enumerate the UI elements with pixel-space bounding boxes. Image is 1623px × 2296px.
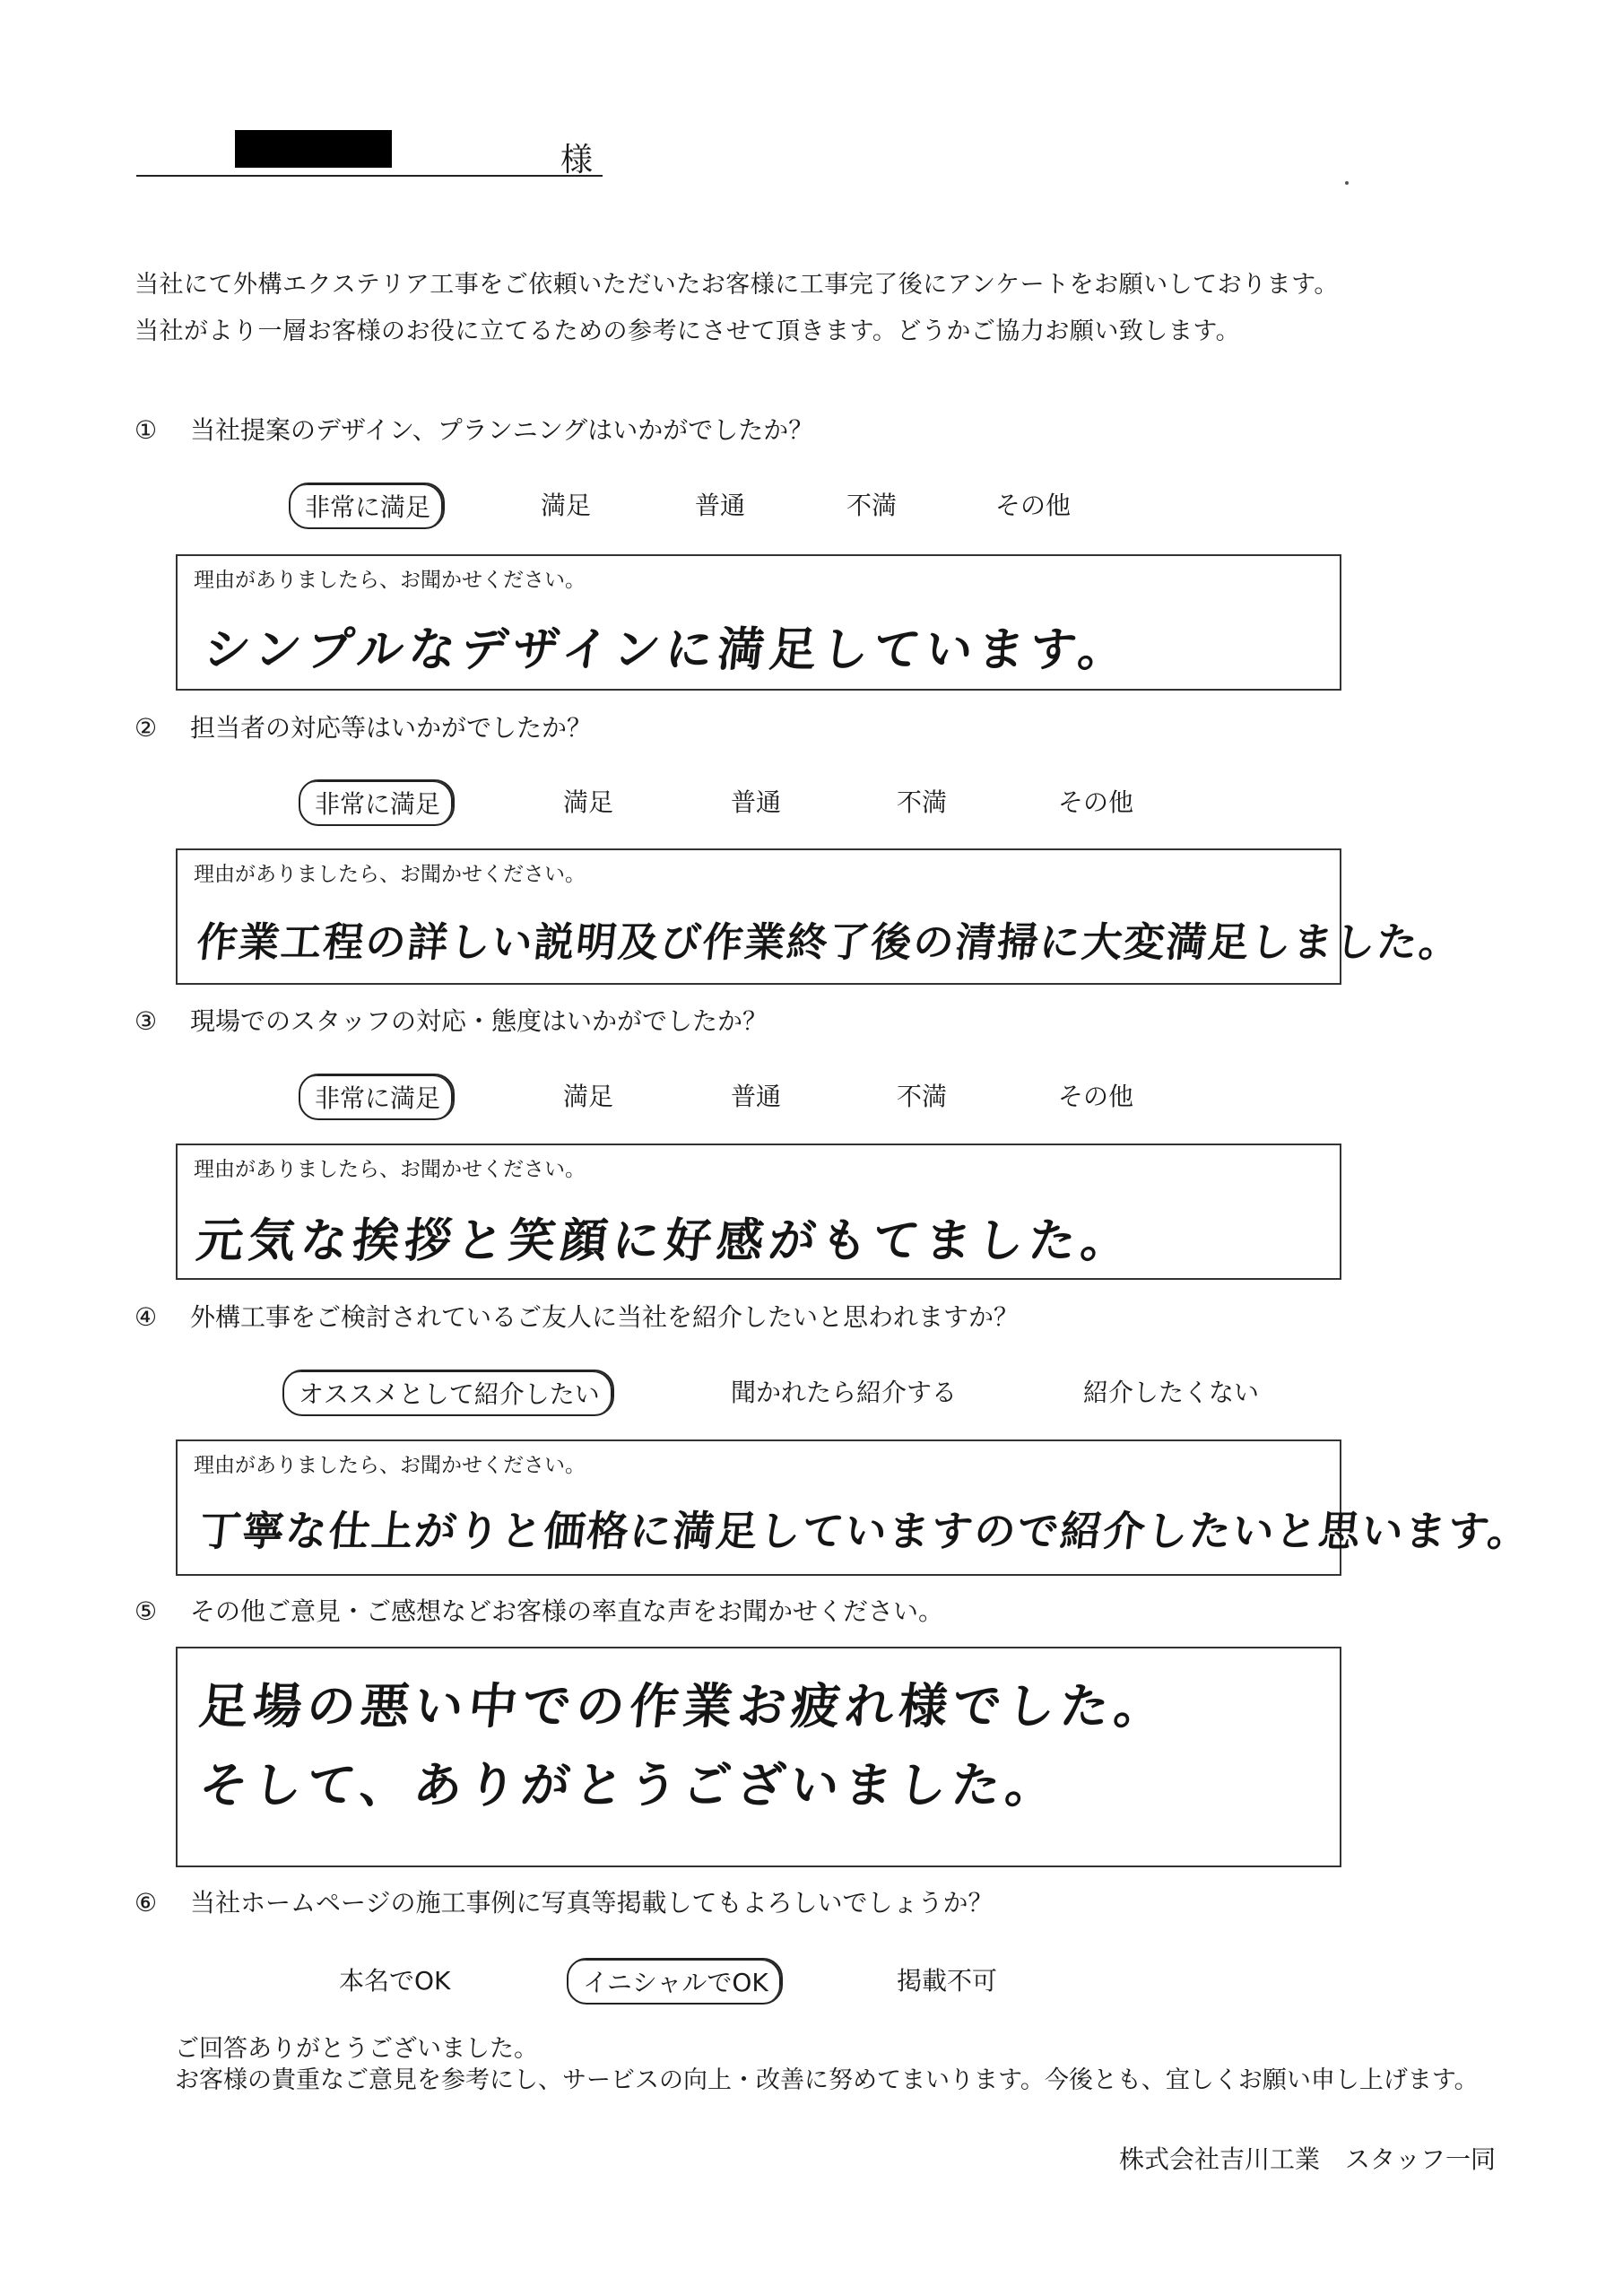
reason-label: 理由がありましたら、お聞かせください。 xyxy=(194,863,586,886)
reason-label: 理由がありましたら、お聞かせください。 xyxy=(194,569,586,592)
q6-option-no-publish[interactable]: 掲載不可 xyxy=(897,1966,998,1996)
question-text: 担当者の対応等はいかがでしたか？ xyxy=(190,713,593,743)
q1-reason-box[interactable] xyxy=(176,554,1341,691)
q3-handwritten-answer: 元気な挨拶と笑顔に好感がもてました。 xyxy=(194,1213,1136,1268)
question-number: ② xyxy=(135,713,158,743)
question-text: 現場でのスタッフの対応・態度はいかがでしたか？ xyxy=(190,1006,768,1036)
q6-option-real-name[interactable]: 本名でOK xyxy=(339,1966,451,1996)
q3-option-dissatisfied[interactable]: 不満 xyxy=(897,1082,948,1111)
q3-option-satisfied[interactable]: 満足 xyxy=(563,1082,614,1111)
redacted-customer-name xyxy=(235,130,392,168)
q3-reason-box[interactable] xyxy=(176,1144,1341,1280)
q1-option-very-satisfied[interactable]: 非常に満足 xyxy=(289,483,445,529)
name-underline xyxy=(136,175,603,177)
q1-option-other[interactable]: その他 xyxy=(995,491,1072,520)
intro-line-2: 当社がより一層お客様のお役に立てるための参考にさせて頂きます。どうかご協力お願い致します。 xyxy=(135,317,1241,345)
question-1 xyxy=(135,411,813,447)
q1-option-dissatisfied[interactable]: 不満 xyxy=(846,491,898,520)
question-text: その他ご意見・ご感想などお客様の率直な声をお聞かせください。 xyxy=(190,1596,944,1626)
question-2 xyxy=(135,709,592,744)
question-5 xyxy=(135,1592,943,1628)
company-signature: 株式会社吉川工業 スタッフ一同 xyxy=(1119,2144,1497,2174)
question-6 xyxy=(135,1883,993,1919)
q2-option-dissatisfied[interactable]: 不満 xyxy=(897,787,948,817)
closing-line-2: お客様の貴重なご意見を参考にし、サービスの向上・改善に努めてまいります。今後とも、宜しくお願い申し上げます。 xyxy=(175,2066,1479,2094)
q6-option-initials[interactable]: イニシャルでOK xyxy=(567,1958,783,2005)
q4-handwritten-answer: 丁寧な仕上がりと価格に満足していますので紹介したいと思います。 xyxy=(196,1507,1533,1555)
q4-option-not-recommend[interactable]: 紹介したくない xyxy=(1083,1378,1260,1407)
q2-handwritten-answer: 作業工程の詳しい説明及び作業終了後の清掃に大変満足しました。 xyxy=(194,918,1464,966)
q5-handwritten-line-2: そして、ありがとうございました。 xyxy=(196,1756,1063,1813)
question-number: ① xyxy=(135,415,158,445)
question-text: 当社提案のデザイン、プランニングはいかがでしたか？ xyxy=(190,415,814,445)
q5-comment-box[interactable] xyxy=(176,1647,1341,1867)
question-number: ④ xyxy=(135,1302,158,1332)
question-number: ⑥ xyxy=(135,1888,158,1918)
question-text: 外構工事をご検討されているご友人に当社を紹介したいと思われますか？ xyxy=(190,1302,1020,1332)
question-text: 当社ホームページの施工事例に写真等掲載してもよろしいでしょうか？ xyxy=(190,1888,994,1918)
q3-option-very-satisfied[interactable]: 非常に満足 xyxy=(299,1074,455,1120)
closing-line-1: ご回答ありがとうございました。 xyxy=(175,2035,538,2063)
intro-line-1: 当社にて外構エクステリア工事をご依頼いただいたお客様に工事完了後にアンケートをお願いしております。 xyxy=(135,271,1339,299)
q2-option-other[interactable]: その他 xyxy=(1058,787,1134,817)
reason-label: 理由がありましたら、お聞かせください。 xyxy=(194,1158,586,1181)
q4-reason-box[interactable] xyxy=(176,1439,1533,1576)
q2-option-satisfied[interactable]: 満足 xyxy=(563,787,614,817)
scan-dot xyxy=(1345,181,1349,185)
q1-option-satisfied[interactable]: 満足 xyxy=(541,491,592,520)
question-number: ③ xyxy=(135,1006,158,1036)
question-4 xyxy=(135,1298,1019,1334)
q2-option-normal[interactable]: 普通 xyxy=(731,787,782,817)
question-3 xyxy=(135,1002,768,1038)
q5-handwritten-line-1: 足場の悪い中での作業お疲れ様でした。 xyxy=(196,1677,1171,1735)
q4-option-if-asked[interactable]: 聞かれたら紹介する xyxy=(731,1378,958,1407)
honorific: 様 xyxy=(560,142,594,178)
q2-option-very-satisfied[interactable]: 非常に満足 xyxy=(299,779,455,826)
reason-label: 理由がありましたら、お聞かせください。 xyxy=(194,1454,586,1477)
question-number: ⑤ xyxy=(135,1596,158,1626)
q3-option-other[interactable]: その他 xyxy=(1058,1082,1134,1111)
q1-handwritten-answer: シンプルなデザインに満足しています。 xyxy=(201,622,1133,677)
q2-reason-box[interactable] xyxy=(176,848,1464,985)
q1-option-normal[interactable]: 普通 xyxy=(695,491,746,520)
q3-option-normal[interactable]: 普通 xyxy=(731,1082,782,1111)
q4-option-recommend[interactable]: オススメとして紹介したい xyxy=(282,1370,614,1416)
